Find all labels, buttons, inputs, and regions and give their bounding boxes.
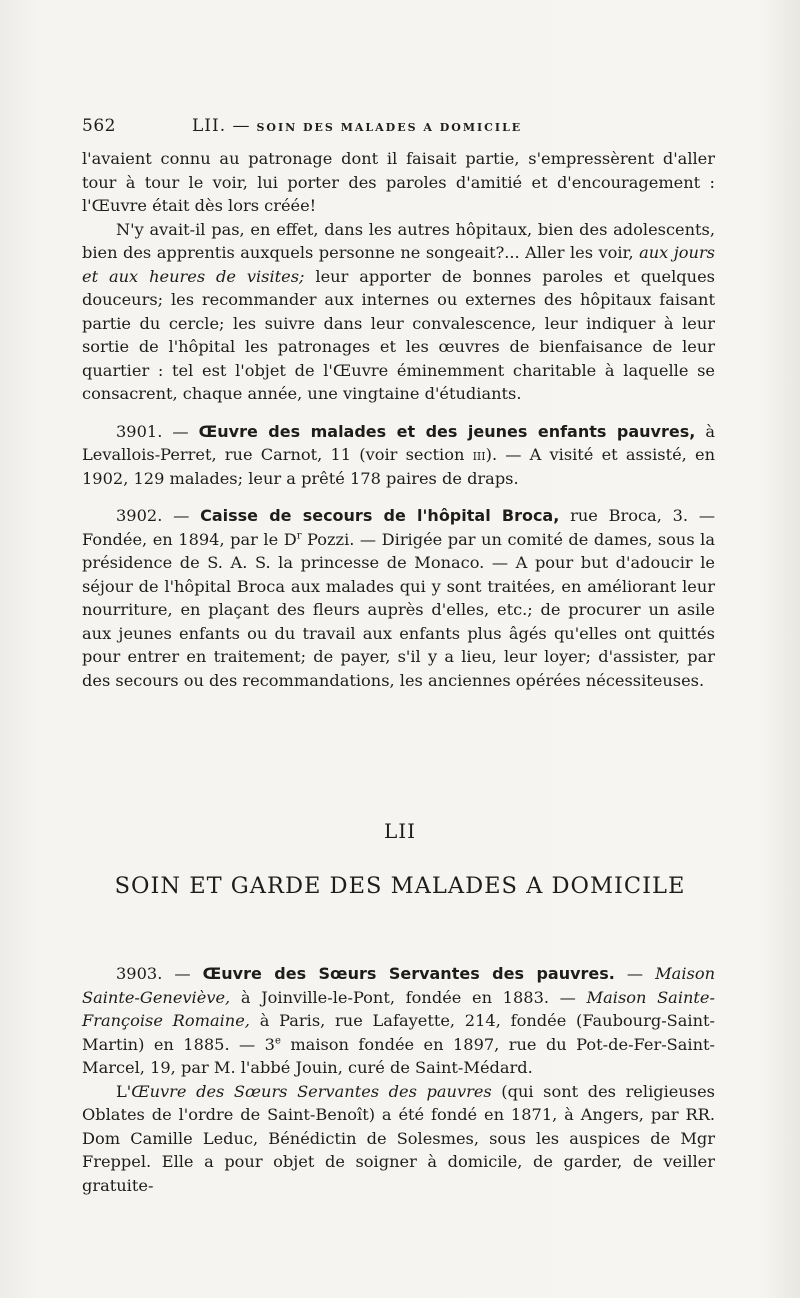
superscript: r [296,530,302,542]
intro-paragraph-1: l'avaient connu au patronage dont il faisait partie, s'empressèrent d'aller tour à tour le voir, lui porter des paroles d'amitié et d'encouragement : l'Œuvre était dès lors créée! [82,149,715,215]
entry-number: 3903. — [116,964,203,983]
chapter-title: SOIN ET GARDE DES MALADES A DOMICILE [114,873,686,899]
entry-number: 3902. — [116,506,201,525]
entry-heading: Œuvre des malades et des jeunes enfants pauvres, [198,421,696,441]
entry-3901 [82,420,715,491]
entry-3903 [82,962,715,1080]
entry-body: maison fondée en 1897, rue du Pot-de-Fer-Saint-Marcel, 19, par M. l'abbé Jouin, curé de Saint-Médard. [82,1034,715,1077]
running-head [82,116,722,136]
lower-text-block [82,962,715,1197]
entry-heading: Œuvre des Sœurs Servantes des pauvres. [202,964,615,983]
running-head-chapter: LII. — [192,116,251,136]
final-paragraph [82,1080,715,1198]
entry-body: rue Broca, 3. — Fondée, en 1894, par le D [82,506,716,549]
intro-p2-text-a: N'y avait-il pas, en effet, dans les autres hôpitaux, bien des adolescents, bien des apprentis auxquels personne ne songeait?... Aller les voir, [82,219,715,262]
entry-3902 [82,504,715,692]
entry-body: à Joinville-le-Pont, fondée en 1883. — [230,987,587,1007]
entry-number: 3901. — [116,421,199,441]
intro-paragraph-2 [82,218,715,406]
house-name: Maison Sainte-Geneviève, [82,964,715,1007]
entry-body: à Levallois-Perret, rue Carnot, 11 (voir section [82,421,715,464]
intro-p2-text-b: leur apporter de bonnes paroles et quelques douceurs; les recommander aux internes ou externes des hôpitaux faisant partie du cercle; les suivre dans leur convalescence, leur indiquer à leur sortie de l'hôpital les patronages et les œuvres de bienfaisance de leur quartier : tel est l'objet de l'Œuvre éminemment charitable à laquelle se consacrent, chaque année, une vingtaine d'étudiants. [82,266,715,403]
chapter-number: LII [383,819,417,843]
entry-body: — [614,964,656,983]
oeuvre-name-italic: Œuvre des Sœurs Servantes des pauvres [131,1081,492,1101]
entry-heading: Caisse de secours de l'hôpital Broca, [200,506,560,525]
entry-body: ). — A visité et assisté, en 1902, 129 malades; leur a prêté 178 paires de draps. [82,445,715,488]
superscript: e [274,1035,281,1047]
intro-p2-italic: aux jours et aux heures de visites; [82,243,715,286]
paragraph-lead: L' [116,1081,132,1101]
entry-body: à Paris, rue Lafayette, 214, fondée (Faubourg-Saint-Martin) en 1885. — 3 [82,1011,715,1054]
paragraph-text: (qui sont des religieuses Oblates de l'ordre de Saint-Benoît) a été fondé en 1871, à Angers, par RR. Dom Camille Leduc, Bénédictin de Solesmes, sous les auspices de Mgr Freppel. Elle a pour objet de soigner à domicile, de garder, de veiller gratuite- [82,1081,715,1195]
running-head-title: SOIN DES MALADES A DOMICILE [256,121,523,134]
section-reference: iii [472,445,486,464]
page-number: 562 [82,116,116,136]
upper-text-block [82,147,715,692]
entry-body: Pozzi. — Dirigée par un comité de dames, sous la présidence de S. A. S. la princesse de Monaco. — A pour but d'adoucir le séjour de l'hôpital Broca aux malades qui y sont traitées, en améliorant leur nourriture, en plaçant des fleurs auprès d'elles, etc.; de procurer un asile aux jeunes enfants ou du travail aux enfants plus âgés qu'elles ont quittés pour entrer en traitement; de payer, s'il y a lieu, leur loyer; d'assister, par des secours ou des recommandations, les anciennes opérées nécessiteuses. [82,529,715,690]
house-name: Maison Sainte-Françoise Romaine, [82,987,715,1030]
